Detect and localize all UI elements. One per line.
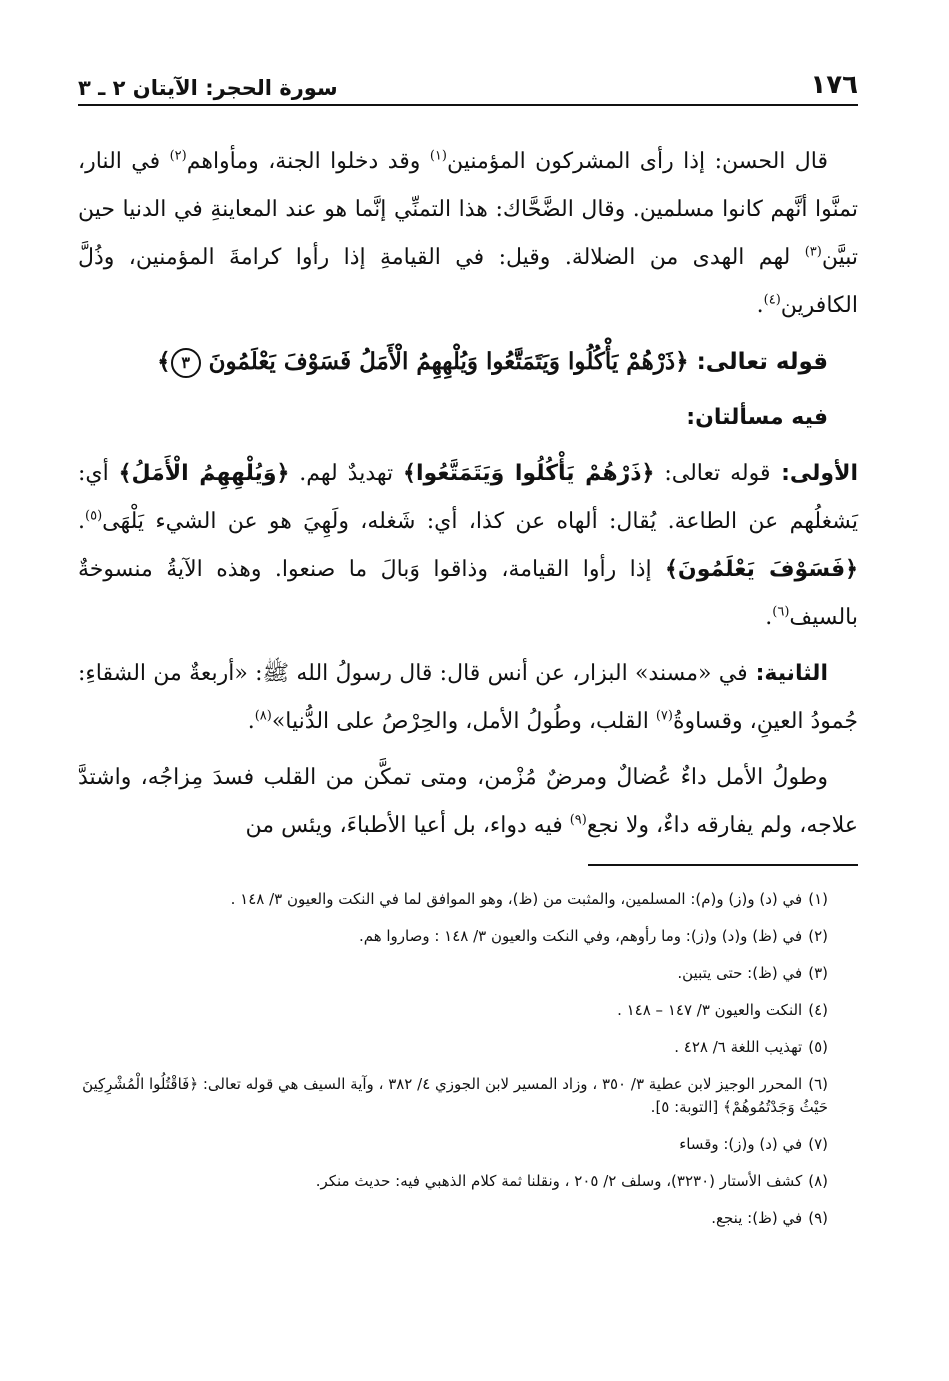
section-subheading: فيه مسألتان: xyxy=(686,405,828,430)
verse-lead: قوله تعالى: xyxy=(688,349,828,375)
text-run: أي: يَشغلُهم عن الطاعة. يُقال: ألهاه عن كذا، أي: شَغله، ولَهِيَ هو عن الشيء يَلْهَى xyxy=(78,461,858,534)
text-run: وقد دخلوا الجنة، ومأواهم xyxy=(186,149,430,174)
footnote xyxy=(78,888,858,911)
footnote-text: المحرر الوجيز لابن عطية ٣/ ٣٥٠ ، وزاد المسير لابن الجوزي ٤/ ٣٨٢ ، وآية السيف هي قوله تعالى: ﴿فَاقْتُلُوا الْمُشْرِكِينَ حَيْثُ وَجَدْتُمُوهُمْ﴾ [التوبة: ٥]. xyxy=(82,1075,828,1116)
quran-quote: ﴿ذَرْهُمْ يَأْكُلُوا وَيَتَمَتَّعُوا﴾ xyxy=(403,461,655,486)
issue-lead: الثانية: xyxy=(747,661,828,686)
footnote-text: كشف الأستار (٣٢٣٠)، وسلف ٢/ ٢٠٥ ، ونقلنا ثمة كلام الذهبي فيه: حديث منكر. xyxy=(315,1172,803,1190)
footnote-ref[interactable]: (٣) xyxy=(804,244,822,260)
footnote-number: (٦) xyxy=(808,1075,828,1093)
footnote xyxy=(78,925,858,948)
footnote-text: تهذيب اللغة ٦/ ٤٢٨ . xyxy=(674,1038,803,1056)
footnotes-section xyxy=(78,888,858,1230)
text-run: لهم الهدى من الضلالة. وقيل: في القيامةِ إذا رأوا كرامةَ المؤمنين، وذُلَّ الكافرين xyxy=(78,245,858,318)
footnote-ref[interactable]: (١) xyxy=(429,148,447,164)
issue-lead: الأولى: xyxy=(770,461,858,486)
footnote-number: (٧) xyxy=(808,1135,828,1153)
footnote-ref[interactable]: (٧) xyxy=(655,708,673,724)
footnote-number: (٨) xyxy=(808,1172,828,1190)
text-run: فيه دواء، بل أعيا الأطباءَ، ويئس من xyxy=(245,813,570,838)
footnote xyxy=(78,1207,858,1230)
verse-number-badge: ٣ xyxy=(171,348,201,378)
footnote xyxy=(78,999,858,1022)
footnote-ref[interactable]: (٢) xyxy=(169,148,187,164)
quran-quote: ﴿فَسَوْفَ يَعْلَمُونَ﴾ xyxy=(665,557,858,582)
paragraph-first-issue xyxy=(78,450,858,642)
footnote-ref[interactable]: (٨) xyxy=(254,708,272,724)
footnote-text: في (ظ) و(د) و(ز): وما رأوهم، وفي النكت والعيون ٣/ ١٤٨ : وصاروا هم. xyxy=(358,927,803,945)
running-title: سورة الحجر: الآيتان ٢ ـ ٣ xyxy=(78,76,338,100)
text-run: في النار، تمنَّوا أنَّهم كانوا مسلمين. وقال الضَّحَّاك: هذا التمنِّي إنَّما هو عند المعاينةِ في الدنيا حين تبيَّن xyxy=(78,149,858,270)
text-run: تهديدٌ لهم. xyxy=(289,461,404,486)
paragraph-second-issue xyxy=(78,650,858,746)
footnote-text: في (د) و(ز) و(م): المسلمين، والمثبت من (ظ)، وهو الموافق لما في النكت والعيون ٣/ ١٤٨ . xyxy=(230,890,803,908)
footnote xyxy=(78,1170,858,1193)
footnote-number: (٩) xyxy=(808,1209,828,1227)
footnote-text: النكت والعيون ٣/ ١٤٧ – ١٤٨ . xyxy=(617,1001,803,1019)
paragraph-hasan xyxy=(78,138,858,330)
page-number: ١٧٦ xyxy=(810,70,858,100)
verse-close-bracket: ﴾ xyxy=(157,348,171,375)
footnote-number: (٤) xyxy=(808,1001,828,1019)
footnote-divider xyxy=(588,864,858,866)
quran-quote: ﴿وَيُلْهِهِمُ الْأَمَلُ﴾ xyxy=(118,461,290,486)
text-run: وطولُ الأمل داءٌ عُضالٌ ومرضٌ مُزْمن، ومتى تمكَّن من القلب فسدَ مِزاجُه، واشتدَّ علاجه، ولم يفارقه داءٌ، ولا نجع xyxy=(78,765,858,838)
footnote xyxy=(78,1133,858,1156)
text-run: القلب، وطُولُ الأمل، والحِرْصُ على الدُّنيا» xyxy=(271,709,656,734)
book-page xyxy=(78,60,858,1350)
text-run: قال الحسن: إذا رأى المشركون المؤمنين xyxy=(446,149,828,174)
verse-heading xyxy=(78,338,858,386)
paragraph-long-hope xyxy=(78,754,858,850)
footnote-text: في (ظ): حتى يتبين. xyxy=(677,964,803,982)
page-header xyxy=(78,60,858,106)
text-run: إذا رأوا القيامة، وذاقوا وَبالَ ما صنعوا. وهذه الآيةُ منسوخةٌ بالسيف xyxy=(78,557,858,630)
text-run: . xyxy=(756,293,764,318)
footnote-ref[interactable]: (٤) xyxy=(763,292,781,308)
footnote-text: في (د) و(ز): وقساء xyxy=(679,1135,803,1153)
main-text xyxy=(78,138,858,850)
footnote-number: (١) xyxy=(808,890,828,908)
footnote xyxy=(78,1073,858,1119)
footnote-number: (٣) xyxy=(808,964,828,982)
footnote-ref[interactable]: (٦) xyxy=(772,604,790,620)
footnote xyxy=(78,1036,858,1059)
footnote-number: (٥) xyxy=(808,1038,828,1056)
text-run: . xyxy=(78,509,85,534)
footnote-text: في (ظ): ينجع. xyxy=(711,1209,803,1227)
verse-text: ﴿ذَرْهُمْ يَأْكُلُوا وَيَتَمَتَّعُوا وَيُلْهِهِمُ الْأَمَلُ فَسَوْفَ يَعْلَمُونَ xyxy=(208,348,689,375)
footnote-ref[interactable]: (٩) xyxy=(569,812,587,828)
footnote-number: (٢) xyxy=(808,927,828,945)
text-run: قوله تعالى: xyxy=(654,461,771,486)
footnote xyxy=(78,962,858,985)
text-run: في «مسند» البزار، عن أنس قال: قال رسولُ الله ﷺ: «أربعةٌ من الشقاءِ: جُمودُ العينِ، وقساوةُ xyxy=(78,661,858,734)
footnote-ref[interactable]: (٥) xyxy=(85,508,103,524)
text-run: . xyxy=(765,605,773,630)
text-run: . xyxy=(247,709,255,734)
